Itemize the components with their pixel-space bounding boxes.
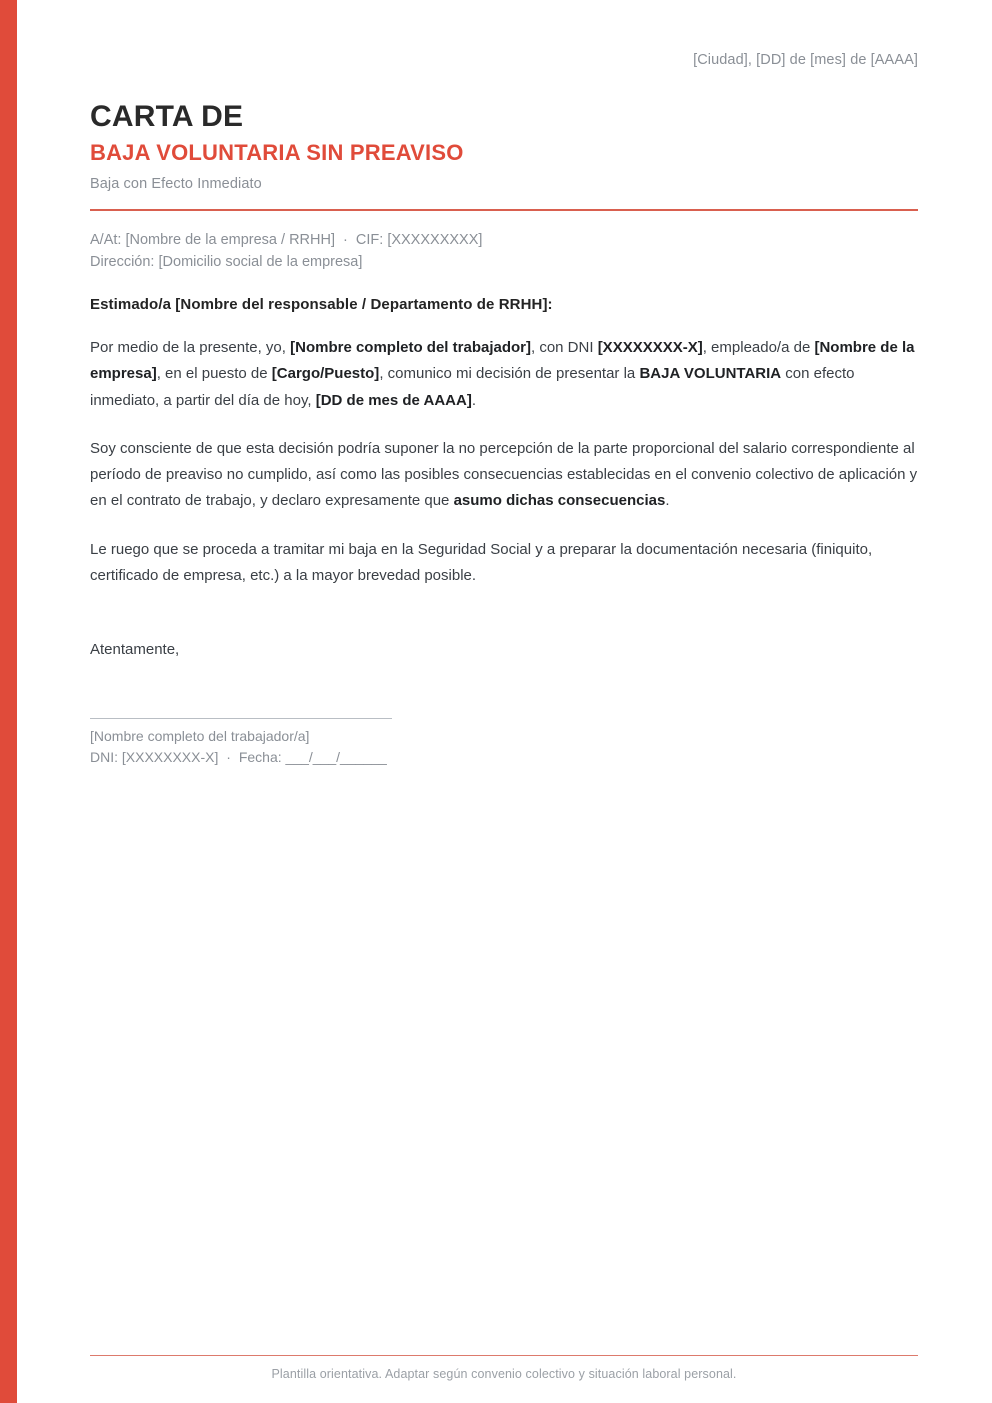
recipient-address-value: [Domicilio social de la empresa] <box>158 254 363 271</box>
signature-dni-label: DNI: <box>90 749 118 766</box>
p1-seg-4: , en el puesto de <box>156 365 272 383</box>
p1-seg-6: con efecto inmediato, a partir del día de hoy, <box>90 365 855 409</box>
recipient-cif-value: [XXXXXXXXX] <box>387 231 483 248</box>
recipient-cif-label: CIF: <box>355 231 384 248</box>
signature-dni-date-line <box>90 747 918 768</box>
recipient-attn-line <box>90 229 918 251</box>
p2-acceptance-clause: asumo dichas consecuencias <box>453 492 666 510</box>
footer-divider <box>90 1355 918 1356</box>
signature-date-label: Fecha: <box>238 749 282 766</box>
document-date: [Ciudad], [DD] de [mes] de [AAAA] <box>693 52 918 68</box>
footer-disclaimer: Plantilla orientativa. Adaptar según convenio colectivo y situación laboral personal. <box>271 1367 737 1381</box>
document-footer <box>90 1355 918 1381</box>
p1-effective-date: [DD de mes de AAAA] <box>315 391 472 409</box>
page-title: CARTA DE <box>90 100 244 133</box>
signature-line <box>90 718 392 719</box>
p1-dni: [XXXXXXXX-X] <box>597 339 703 357</box>
recipient-attn-label: A/At: <box>90 231 122 248</box>
page-subtitle: BAJA VOLUNTARIA SIN PREAVISO <box>90 139 464 165</box>
p1-resignation-term: BAJA VOLUNTARIA <box>639 365 782 383</box>
body-paragraph-3 <box>90 537 918 590</box>
p1-seg-5: , comunico mi decisión de presentar la <box>379 365 640 383</box>
left-accent-bar <box>0 0 17 1403</box>
p1-seg-3: , empleado/a de <box>702 339 815 357</box>
recipient-attn-value: [Nombre de la empresa / RRHH] <box>125 231 335 248</box>
body-paragraph-2 <box>90 436 918 515</box>
signature-name-placeholder: [Nombre completo del trabajador/a] <box>90 728 310 745</box>
p2-seg-2: . <box>665 492 670 510</box>
closing-line: Atentamente, <box>90 641 180 659</box>
signature-meta-block <box>90 726 918 769</box>
p1-company-name: [Nombre de la empresa] <box>90 339 915 383</box>
recipient-separator: · <box>343 231 348 248</box>
signature-date-value: ___/___/______ <box>285 749 387 766</box>
header-divider <box>90 209 918 211</box>
p1-seg-7: . <box>471 391 477 409</box>
document-content <box>90 0 918 1403</box>
signature-dni-value: [XXXXXXXX-X] <box>121 749 219 766</box>
recipient-block <box>90 229 918 273</box>
recipient-address-line <box>90 251 918 273</box>
body-paragraph-1 <box>90 335 918 414</box>
p1-worker-name: [Nombre completo del trabajador] <box>290 339 531 357</box>
title-block <box>90 100 918 192</box>
p1-seg-1: Por medio de la presente, yo, <box>90 339 291 357</box>
recipient-address-label: Dirección: <box>90 254 155 271</box>
greeting-line: Estimado/a [Nombre del responsable / Departamento de RRHH]: <box>90 296 553 314</box>
p1-job-title: [Cargo/Puesto] <box>271 365 380 383</box>
page-tagline: Baja con Efecto Inmediato <box>90 175 262 192</box>
signature-separator: · <box>226 749 231 766</box>
p3-seg-1: Le ruego que se proceda a tramitar mi baja en la Seguridad Social y a preparar la documentación necesaria (finiquito, certificado de empresa, etc.) a la mayor brevedad posible. <box>90 540 873 584</box>
p2-seg-1: Soy consciente de que esta decisión podría suponer la no percepción de la parte proporcional del salario correspondiente al período de preaviso no cumplido, así como las posibles consecuencias establecidas en el convenio colectivo de aplicación y en el contrato de trabajo, y declaro expresamente que <box>90 439 918 510</box>
p1-seg-2: , con DNI <box>531 339 598 357</box>
